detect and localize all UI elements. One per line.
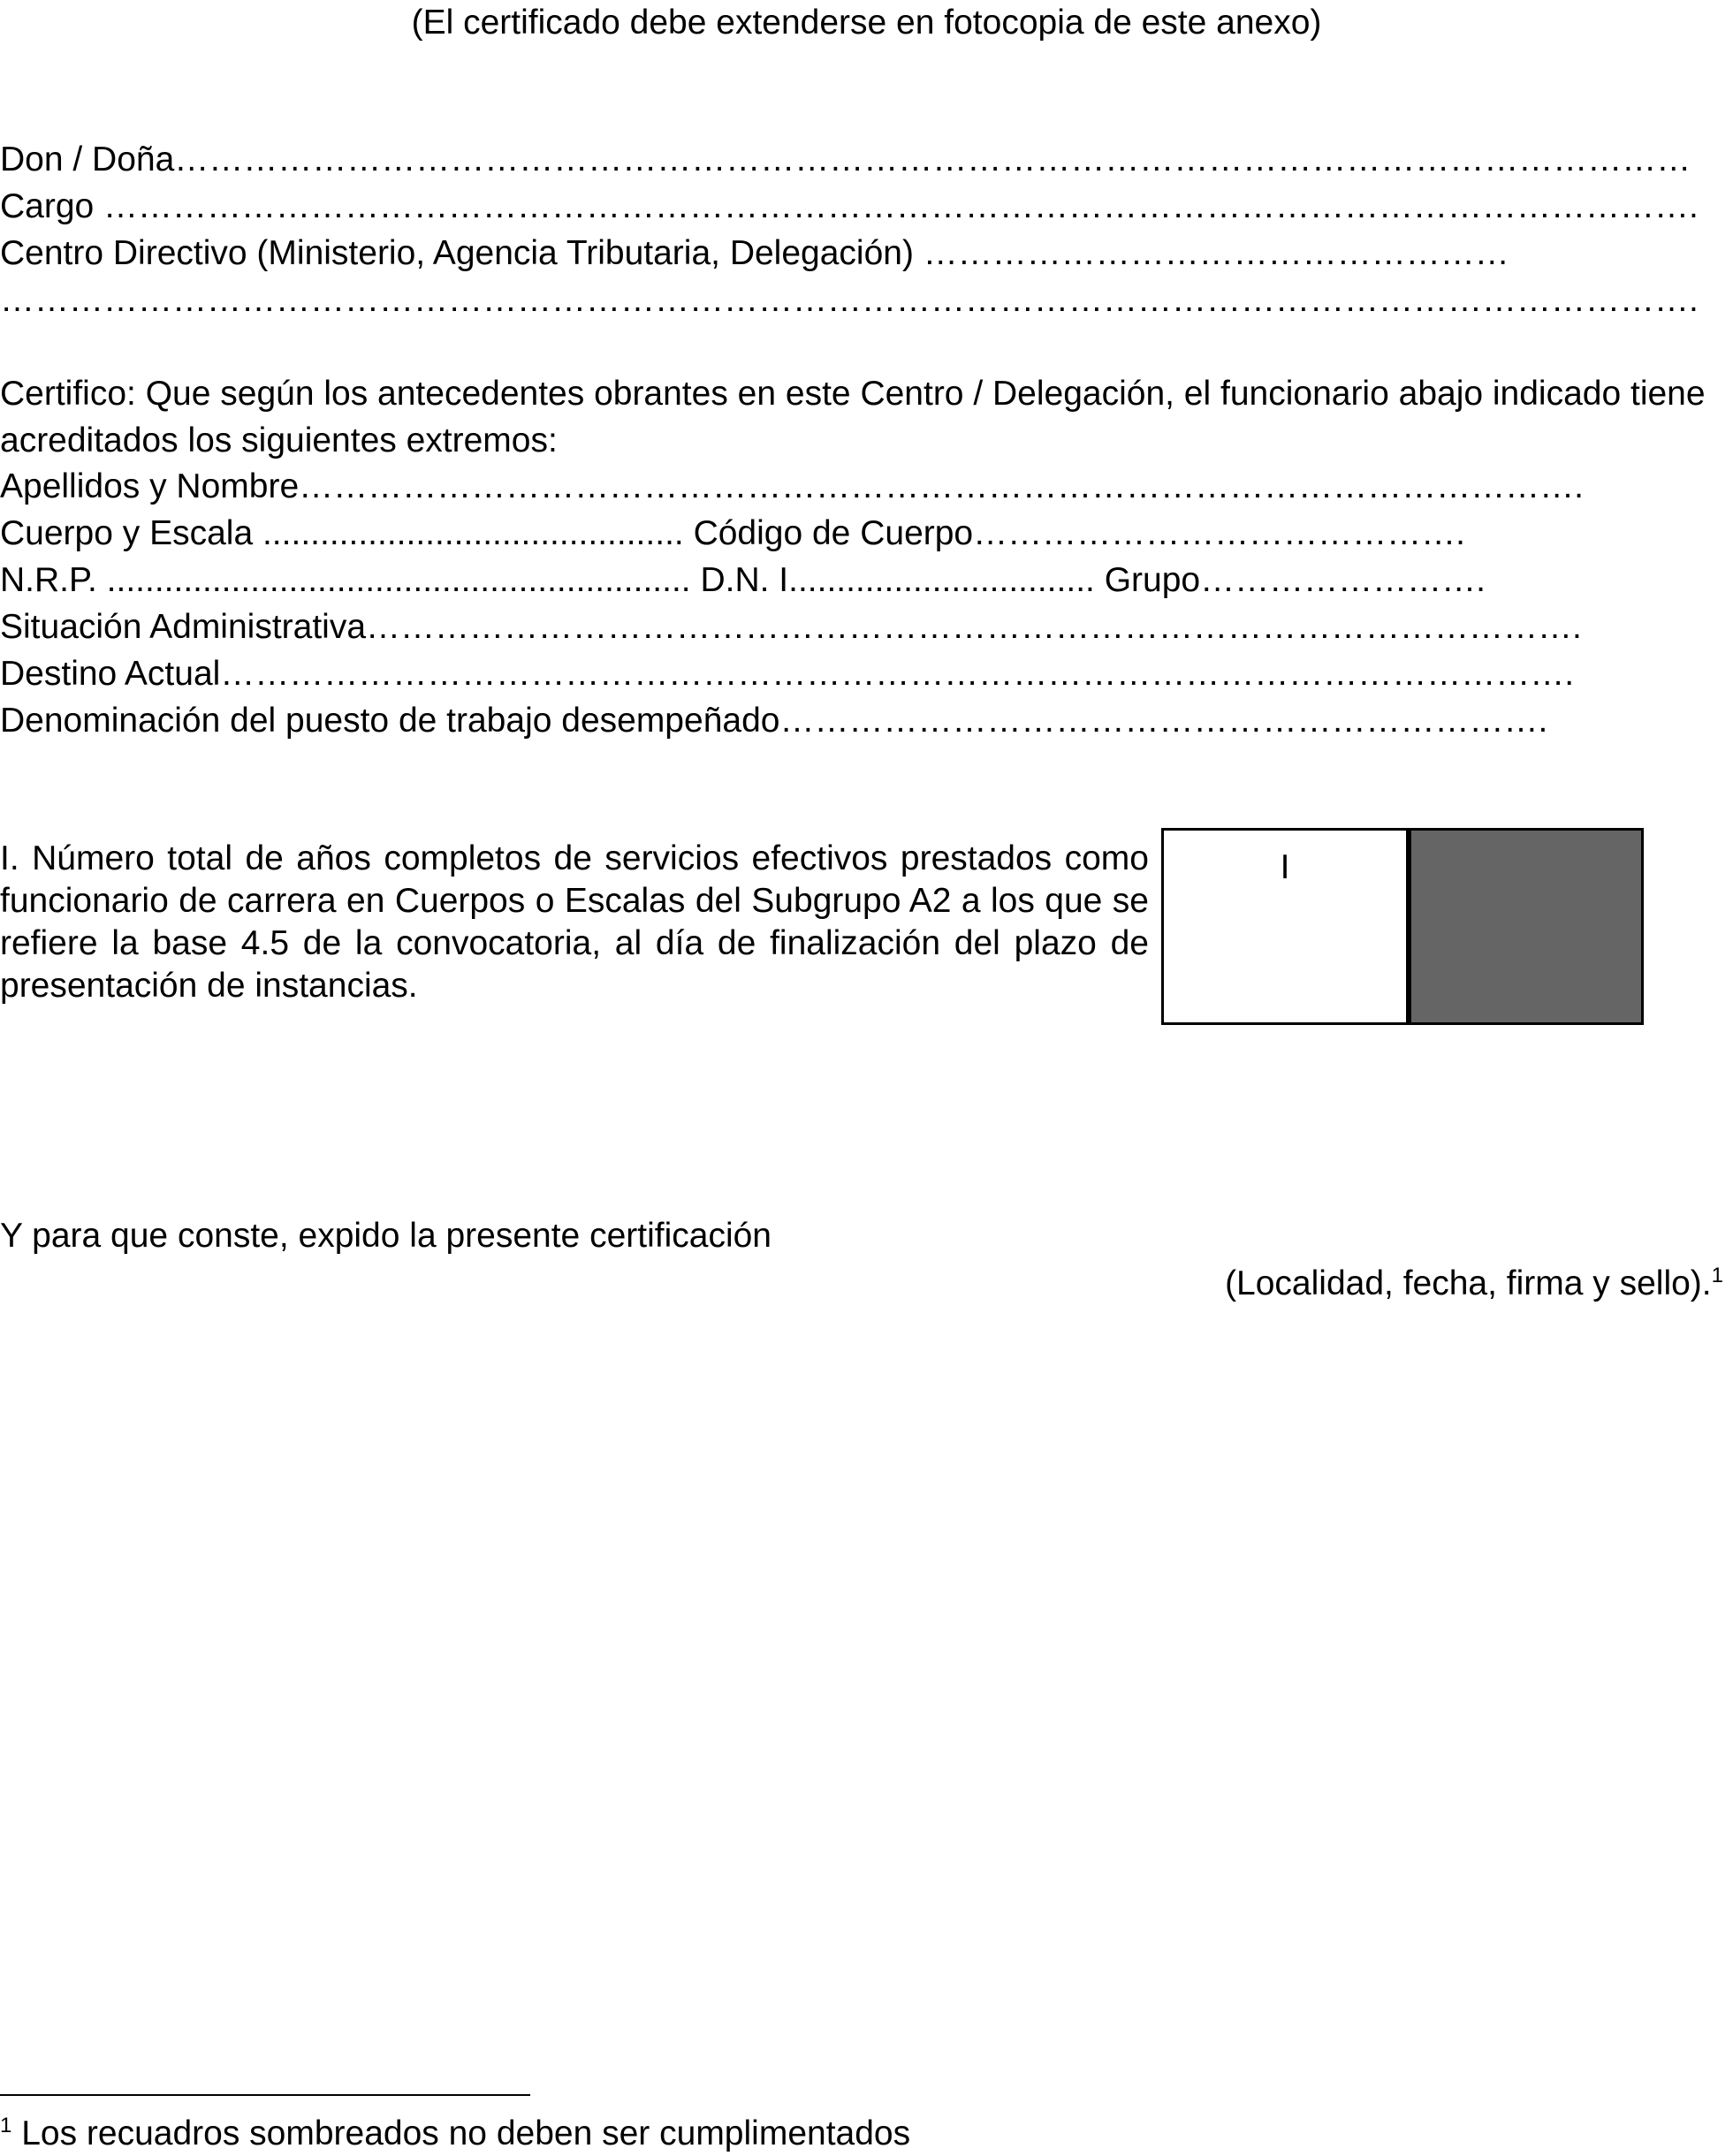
- field-continuation: ………………………………………………………………………………………………………………………………….: [0, 281, 1699, 319]
- field-cuerpo-escala: Cuerpo y Escala ............................................ Código de Cuerpo…………………………………….: [0, 514, 1465, 552]
- field-don-dona: Don / Doña……………………………………………………………………………………………………………………: [0, 140, 1691, 178]
- signature-text: (Localidad, fecha, firma y sello).: [1225, 1264, 1712, 1302]
- certifico-paragraph: Certifico: Que según los antecedentes obrantes en este Centro / Delegación, el funcionario abajo indicado tiene acreditados los siguientes extremos:: [0, 375, 1706, 459]
- field-cargo: Cargo ………………………………………………………………………………………………………………………….: [0, 187, 1699, 225]
- section-i-box-label: I: [1280, 848, 1290, 886]
- footnote-text: Los recuadros sombreados no deben ser cumplimentados: [11, 2114, 911, 2152]
- field-centro-directivo: Centro Directivo (Ministerio, Agencia Tributaria, Delegación) ……………………………………………: [0, 234, 1509, 272]
- field-denominacion-puesto: Denominación del puesto de trabajo desempeñado………………………………………………………….: [0, 702, 1548, 740]
- field-destino-actual: Destino Actual……………………………………………………………………………………………………….: [0, 655, 1575, 693]
- section-i-answer-box[interactable]: [1161, 828, 1409, 1025]
- field-apellidos-nombre: Apellidos y Nombre………………………………………………………………………………………………….: [0, 467, 1584, 505]
- footnote-number: 1: [0, 2114, 12, 2137]
- header-note: (El certificado debe extenderse en fotocopia de este anexo): [411, 4, 1322, 42]
- footnote-reference: 1: [1711, 1264, 1723, 1287]
- field-situacion-administrativa: Situación Administrativa…………………………………………………………………………………………….: [0, 608, 1582, 646]
- section-i-shaded-box: [1409, 828, 1644, 1025]
- section-i-text: I. Número total de años completos de servicios efectivos prestados como funcionario de carrera en Cuerpos o Escalas del Subgrupo A2 a los que se refiere la base 4.5 de la convocatoria, al día de finalización del plazo de presentación de instancias.: [0, 839, 1149, 1005]
- field-nrp-dni-grupo: N.R.P. ............................................................. D.N. I................................ Grupo…………………….: [0, 561, 1486, 599]
- closing-statement: Y para que conste, expido la presente certificación: [0, 1217, 771, 1255]
- footnote-divider: [0, 2094, 530, 2096]
- signature-line: [1225, 1261, 1723, 1307]
